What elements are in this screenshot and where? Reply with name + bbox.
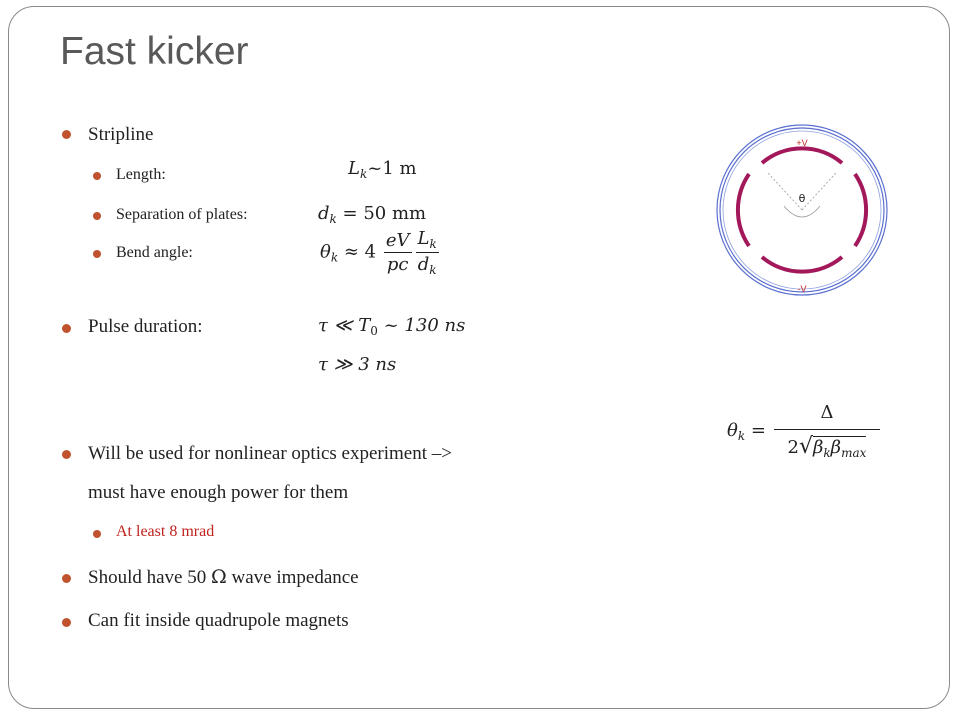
formula-kick-angle [727, 402, 882, 460]
stripline-diagram [712, 120, 892, 300]
fraction-ev-pc [384, 230, 412, 275]
math-text: ≈ 4 [338, 241, 377, 263]
formula-separation [318, 203, 426, 226]
denominator [774, 430, 880, 460]
bullet-nonlinear-line1: Will be used for nonlinear optics experiment –> [88, 443, 452, 464]
math-sub: k [330, 250, 339, 265]
bullet-dot [93, 250, 101, 258]
bullet-dot [62, 450, 71, 459]
formula-length [348, 158, 417, 181]
bullet-quadrupole: Can fit inside quadrupole magnets [88, 610, 349, 631]
bullet-separation: Separation of plates: [116, 206, 248, 223]
numerator: eV [385, 230, 410, 251]
angle-arc [784, 206, 820, 217]
omega-symbol: Ω [210, 566, 227, 588]
angle-ray-left [768, 173, 802, 210]
impedance-pre: Should have 50 [88, 567, 211, 588]
math-sub: k [823, 446, 831, 460]
numerator: Δ [774, 402, 880, 430]
slide-frame [8, 6, 950, 709]
left-plate [738, 174, 749, 246]
bullet-dot [93, 212, 101, 220]
bullet-at-least: At least 8 mrad [116, 523, 215, 540]
angle-ray-right [802, 173, 836, 210]
fraction-kick [774, 402, 880, 460]
bullet-dot [62, 130, 71, 139]
sqrt-argument [813, 436, 866, 458]
math-var: β [830, 437, 842, 458]
formula-bend-angle [320, 228, 441, 277]
math-var: L [417, 228, 430, 249]
plus-v-label: +V [796, 138, 808, 148]
math-sub: max [841, 446, 867, 460]
denominator [416, 253, 439, 277]
denominator: pc [386, 254, 409, 275]
bullet-length: Length: [116, 166, 166, 183]
bullet-impedance [88, 566, 359, 589]
math-var: θ [727, 419, 738, 441]
math-sub: k [359, 167, 368, 181]
bullet-pulse-duration: Pulse duration: [88, 316, 203, 337]
bullet-stripline: Stripline [88, 124, 154, 145]
bullet-bend-angle: Bend angle: [116, 244, 193, 261]
math-text: ~1 m [367, 158, 417, 179]
right-plate [855, 174, 866, 246]
math-text: 2 [787, 437, 799, 458]
math-var: θ [320, 241, 331, 263]
math-text: = 50 mm [336, 203, 427, 224]
impedance-post: wave impedance [226, 567, 359, 588]
bottom-plate [762, 257, 842, 272]
bullet-dot [62, 574, 71, 583]
math-var: d [318, 203, 330, 224]
math-sub: k [429, 237, 437, 251]
fraction-l-d [416, 228, 439, 277]
formula-tau-lower: τ ≫ 3 ns [318, 354, 397, 375]
kick-lhs [727, 420, 766, 443]
math-var: L [348, 158, 360, 179]
bullet-dot [93, 530, 101, 538]
bullet-nonlinear-line2: must have enough power for them [88, 482, 349, 503]
math-text: τ ≪ T [318, 315, 371, 336]
bullet-dot [62, 618, 71, 627]
bullet-dot [62, 324, 71, 333]
math-sub: k [429, 263, 437, 277]
math-text: ~ 130 ns [377, 315, 466, 336]
sqrt-sign: √ [798, 434, 813, 459]
bullet-dot [93, 172, 101, 180]
top-plate [762, 148, 842, 163]
math-sub: k [737, 428, 746, 443]
math-var: β [812, 437, 824, 458]
minus-v-label: -V [797, 284, 807, 294]
numerator [416, 228, 439, 253]
math-sub: k [329, 212, 337, 226]
math-var: d [417, 254, 430, 275]
slide-title: Fast kicker [60, 30, 249, 73]
formula-tau-upper [318, 315, 465, 338]
theta-label: θ [798, 192, 806, 205]
math-text: = [745, 419, 766, 441]
math-sub: 0 [370, 324, 378, 338]
